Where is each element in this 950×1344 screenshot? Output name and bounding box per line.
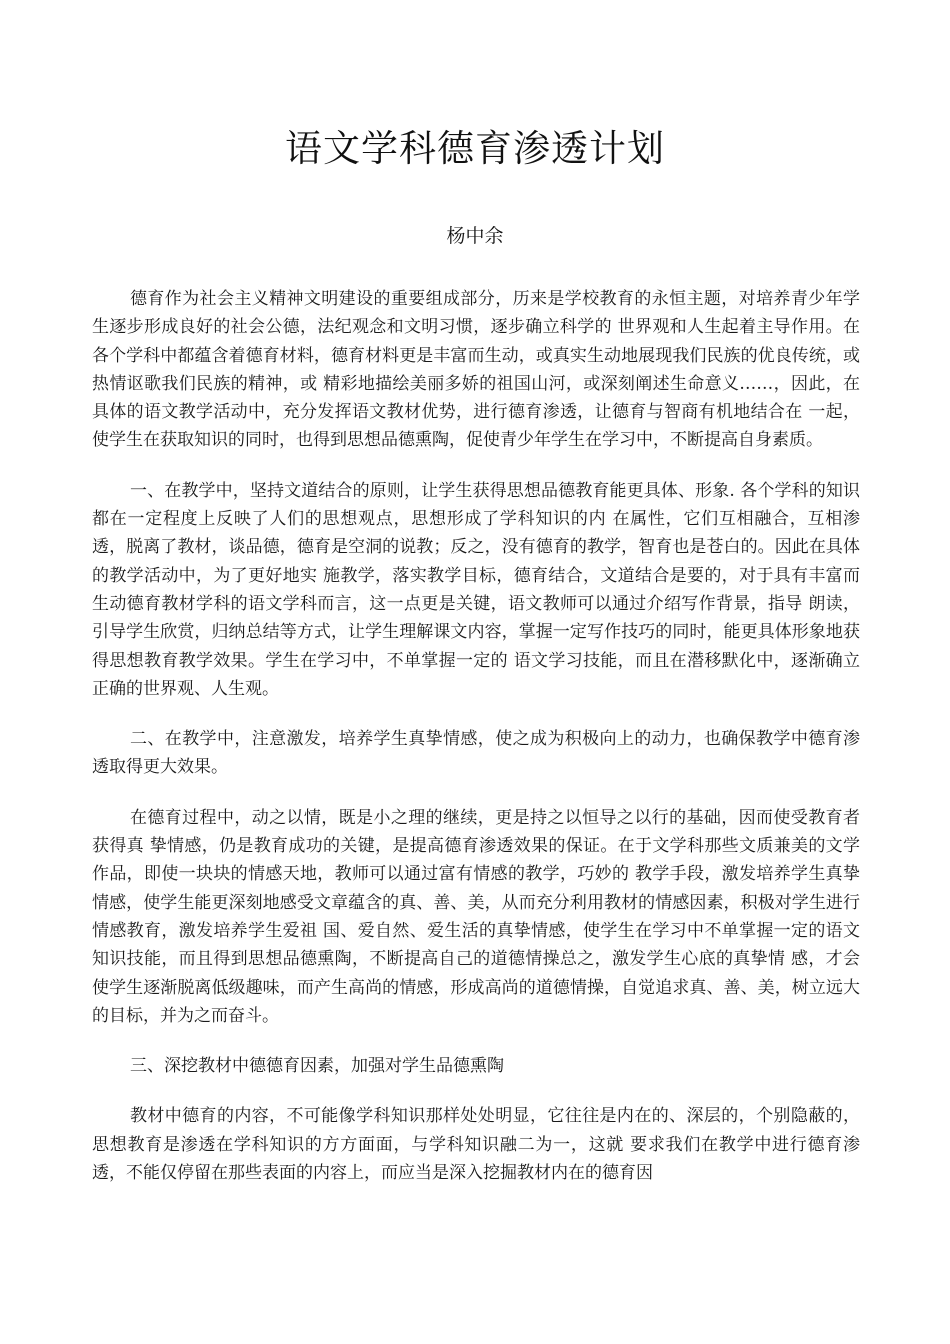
paragraph-section-3-body: 教材中德育的内容，不可能像学科知识那样处处明显，它往往是内在的、深层的，个别隐蔽的，思想教育是渗透在学科知识的方方面面，与学科知识融二为一，这就 要求我们在教学中进行德育渗透，不能仅停留在那些表面的内容上，而应当是深入挖掘教材内在的德育因 [92,1106,860,1184]
document-title: 语文学科德育渗透计划 [285,127,665,170]
paragraph-section-2-heading: 二、在教学中，注意激发，培养学生真挚情感，使之成为积极向上的动力，也确保教学中德育渗透取得更大效果。 [92,729,860,778]
document-author: 杨中余 [446,225,504,247]
paragraph-section-3-heading: 三、深挖教材中德德育因素，加强对学生品德熏陶 [130,1056,504,1077]
paragraph-section-1: 一、在教学中，坚持文道结合的原则，让学生获得思想品德教育能更具体、形象. 各个学科的知识都在一定程度上反映了人们的思想观点，思想形成了学科知识的内 在属性，它们互相融合，互相渗透，脱离了教材，谈品德，德育是空洞的说教；反之，没有德育的教学，智育也是苍白的。因此在具体的教学活动中，为了更好地实 施教学，落实教学目标，德育结合，文道结合是要的，对于具有丰富而生动德育教材学科的语文学科而言，这一点更是关键，语文教师可以通过介绍写作背景，指导 朗读，引导学生欣赏，归纳总结等方式，让学生理解课文内容，掌握一定写作技巧的同时，能更具体形象地获得思想教育教学效果。学生在学习中，不单掌握一定的 语文学习技能，而且在潜移默化中，逐渐确立正确的世界观、人生观。 [92,480,860,699]
paragraph-section-2-body: 在德育过程中，动之以情，既是小之理的继续，更是持之以恒导之以行的基础，因而使受教育者获得真 挚情感，仍是教育成功的关键，是提高德育渗透效果的保证。在于文学科那些文质兼美的文学作品，即使一块块的情感天地，教师可以通过富有情感的教学，巧妙的 教学手段，激发培养学生真挚情感，使学生能更深刻地感受文章蕴含的真、善、美，从而充分利用教材的情感因素，积极对学生进行情感教育，激发培养学生爱祖 国、爱自然、爱生活的真挚情感，使学生在学习中不单掌握一定的语文知识技能，而且得到思想品德熏陶，不断提高自己的道德情操总之，激发学生心底的真挚情 感，才会使学生逐渐脱离低级趣味，而产生高尚的情感，形成高尚的道德情操，自觉追求真、善、美，树立远大的目标，并为之而奋斗。 [92,807,860,1026]
paragraph-intro: 德育作为社会主义精神文明建设的重要组成部分，历来是学校教育的永恒主题，对培养青少年学生逐步形成良好的社会公德，法纪观念和文明习惯，逐步确立科学的 世界观和人生起着主导作用。在各个学科中都蕴含着德育材料，德育材料更是丰富而生动，或真实生动地展现我们民族的优良传统，或热情讴歌我们民族的精神，或 精彩地描绘美丽多娇的祖国山河，或深刻阐述生命意义……，因此，在具体的语文教学活动中，充分发挥语文教材优势，进行德育渗透，让德育与智商有机地结合在 一起，使学生在获取知识的同时，也得到思想品德熏陶，促使青少年学生在学习中，不断提高自身素质。 [92,289,860,451]
document-body [92,285,860,1209]
